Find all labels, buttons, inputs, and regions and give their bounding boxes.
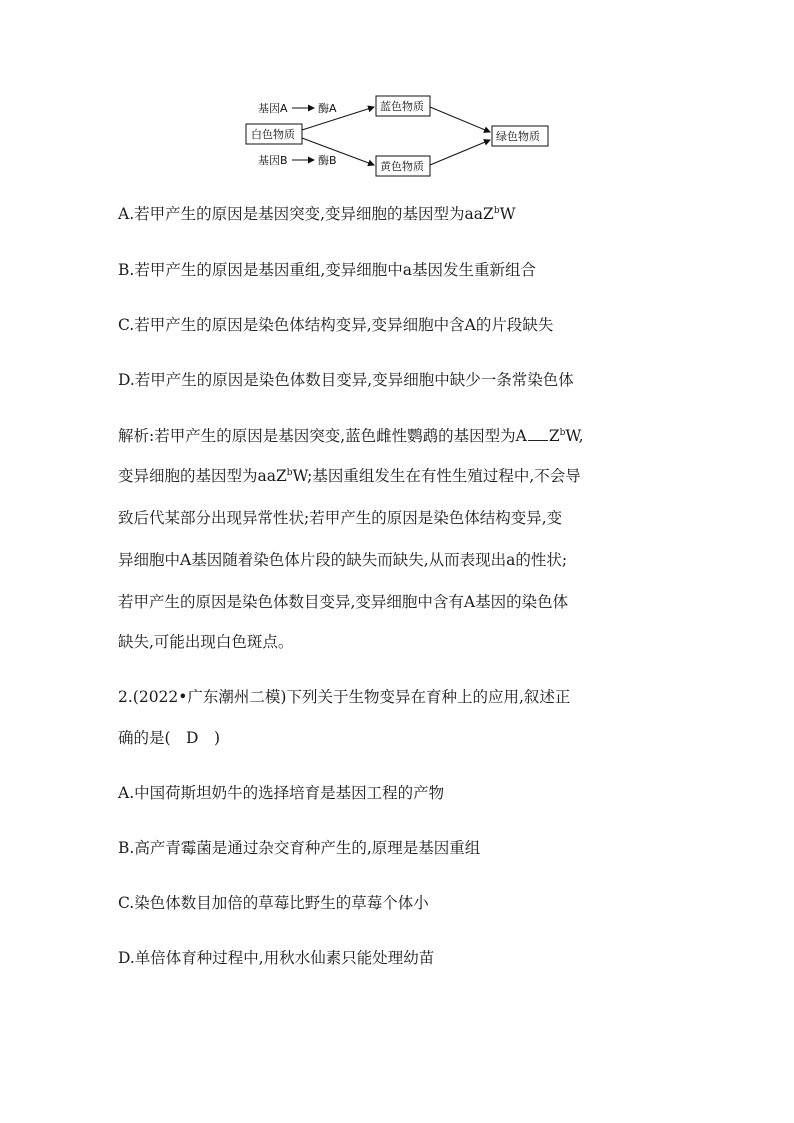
white-to-blue-arrow <box>302 107 374 130</box>
q1-option-c: C.若甲产生的原因是染色体结构变异,变异细胞中含A的片段缺失 <box>118 316 554 334</box>
yellow-substance-label: 黄色物质 <box>380 160 424 173</box>
yellow-to-green-arrow <box>430 140 490 165</box>
q2-stem-line-2: 确的是( D ) <box>118 729 221 747</box>
analysis-line-4: 异细胞中A基因随着染色体片段的缺失而缺失,从而表现出a的性状; <box>118 551 568 569</box>
blue-to-green-arrow <box>430 107 490 132</box>
pigment-pathway-diagram <box>240 90 560 185</box>
analysis-line-1: 解析:若甲产生的原因是基因突变,蓝色雌性鹦鹉的基因型为A $Z^bW$, <box>118 427 584 445</box>
q1-option-a: A.若甲产生的原因是基因突变,变异细胞的基因型为aaZ$^b$W <box>118 205 516 223</box>
analysis-line-2: 变异细胞的基因型为aaZ$^b$W;基因重组发生在有性生殖过程中,不会导 <box>118 467 581 485</box>
enzyme-a-label: 酶A <box>318 102 337 115</box>
q2-stem-line-1: 2.(2022•广东潮州二模)下列关于生物变异在育种上的应用,叙述正 <box>118 688 571 706</box>
analysis-line-3: 致后代某部分出现异常性状;若甲产生的原因是染色体结构变异,变 <box>118 509 563 527</box>
green-substance-label: 绿色物质 <box>496 130 540 143</box>
blue-substance-label: 蓝色物质 <box>380 100 424 113</box>
q2-option-d: D.单倍体育种过程中,用秋水仙素只能处理幼苗 <box>118 949 435 967</box>
gene-b-label: 基因B <box>258 154 288 167</box>
analysis-line-6: 缺失,可能出现白色斑点。 <box>118 633 294 651</box>
gene-a-label: 基因A <box>258 102 288 115</box>
q1-option-b: B.若甲产生的原因是基因重组,变异细胞中a基因发生重新组合 <box>118 261 536 279</box>
q1-option-d: D.若甲产生的原因是染色体数目变异,变异细胞中缺少一条常染色体 <box>118 371 574 389</box>
q2-option-b: B.高产青霉菌是通过杂交育种产生的,原理是基因重组 <box>118 839 481 857</box>
analysis-line-5: 若甲产生的原因是染色体数目变异,变异细胞中含有A基因的染色体 <box>118 593 569 611</box>
white-substance-label: 白色物质 <box>251 128 295 141</box>
q2-option-c: C.染色体数目加倍的草莓比野生的草莓个体小 <box>118 894 429 912</box>
q2-option-a: A.中国荷斯坦奶牛的选择培育是基因工程的产物 <box>118 784 445 802</box>
white-to-yellow-arrow <box>302 138 374 165</box>
enzyme-b-label: 酶B <box>318 154 337 167</box>
blank-underline <box>528 428 548 441</box>
